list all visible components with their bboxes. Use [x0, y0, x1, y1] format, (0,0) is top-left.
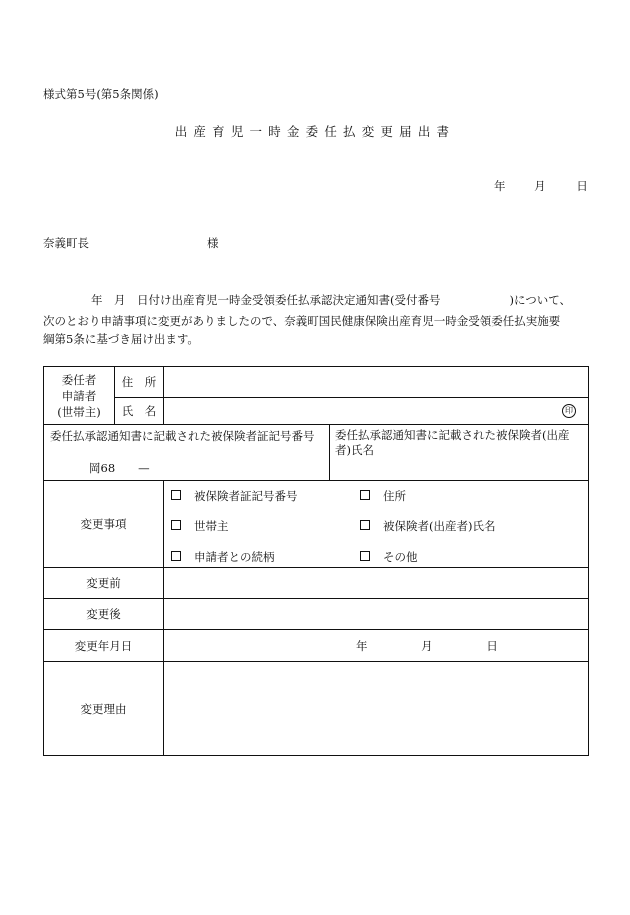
- applicant-label-cell: [44, 367, 115, 425]
- change-date-field[interactable]: [164, 630, 589, 662]
- option-insured-name[interactable]: 被保険者(出産者)氏名: [360, 518, 495, 534]
- insured-number-cell[interactable]: [44, 425, 330, 481]
- body-text-1: 年 月 日付け出産育児一時金受領委任払承認決定通知書(受付番号 )について、: [91, 293, 572, 307]
- addressee-honorific: 様: [207, 236, 219, 250]
- checkbox-icon[interactable]: [171, 520, 181, 530]
- option-other[interactable]: その他: [360, 549, 418, 565]
- document-title: 出産育児一時金委任払変更届出書: [174, 124, 456, 139]
- body-line-2: 次のとおり申請事項に変更がありましたので、奈義町国民健康保険出産育児一時金受領委任払実施要: [43, 314, 561, 328]
- applicant-label-1: 委任者: [61, 372, 97, 387]
- insured-name-label-1: 委任払承認通知書に記載された被保険者(出産: [335, 428, 570, 442]
- option-insured-number[interactable]: 被保険者証記号番号: [171, 488, 298, 504]
- change-date-day: 日: [486, 638, 498, 653]
- change-date-label: 変更年月日: [44, 630, 164, 662]
- change-date-year: 年: [356, 638, 368, 653]
- option-address[interactable]: 住所: [360, 488, 406, 504]
- form-number: 様式第5号(第5条関係): [43, 87, 159, 101]
- address-field[interactable]: [164, 367, 589, 398]
- after-field[interactable]: [164, 599, 589, 630]
- checkbox-icon[interactable]: [360, 520, 370, 530]
- insured-number-value: 岡68 —: [89, 461, 150, 475]
- addressee: [43, 235, 219, 251]
- applicant-label-2: 申請者: [61, 388, 97, 403]
- option-relationship[interactable]: 申請者との続柄: [171, 549, 275, 565]
- reason-label: 変更理由: [44, 662, 164, 756]
- insured-name-label-2: 者)氏名: [335, 443, 374, 457]
- submission-date: [494, 178, 588, 194]
- applicant-label-3: (世帯主): [57, 404, 101, 419]
- body-line-3: 綱第5条に基づき届け出ます。: [43, 332, 199, 346]
- checkbox-icon[interactable]: [171, 551, 181, 561]
- after-label: 変更後: [44, 599, 164, 630]
- name-field[interactable]: [164, 398, 589, 425]
- checkbox-icon[interactable]: [171, 490, 181, 500]
- checkbox-icon[interactable]: [360, 551, 370, 561]
- addressee-name: 奈義町長: [43, 236, 89, 250]
- reason-field[interactable]: [164, 662, 589, 756]
- date-month-label: 月: [534, 179, 546, 193]
- before-label: 変更前: [44, 568, 164, 599]
- seal-icon: 印: [562, 404, 576, 418]
- insured-number-label: 委任払承認通知書に記載された被保険者証記号番号: [50, 429, 315, 443]
- option-householder[interactable]: 世帯主: [171, 518, 229, 534]
- before-field[interactable]: [164, 568, 589, 599]
- date-year-label: 年: [494, 179, 506, 193]
- change-form-table: [43, 366, 589, 756]
- checkbox-icon[interactable]: [360, 490, 370, 500]
- body-line-1: [43, 292, 571, 308]
- change-date-month: 月: [421, 638, 433, 653]
- address-label: 住 所: [115, 367, 164, 398]
- change-items-label: 変更事項: [44, 481, 164, 568]
- date-day-label: 日: [576, 179, 588, 193]
- insured-name-cell[interactable]: [330, 425, 589, 481]
- name-label: 氏 名: [115, 398, 164, 425]
- change-items-cell: [164, 481, 589, 568]
